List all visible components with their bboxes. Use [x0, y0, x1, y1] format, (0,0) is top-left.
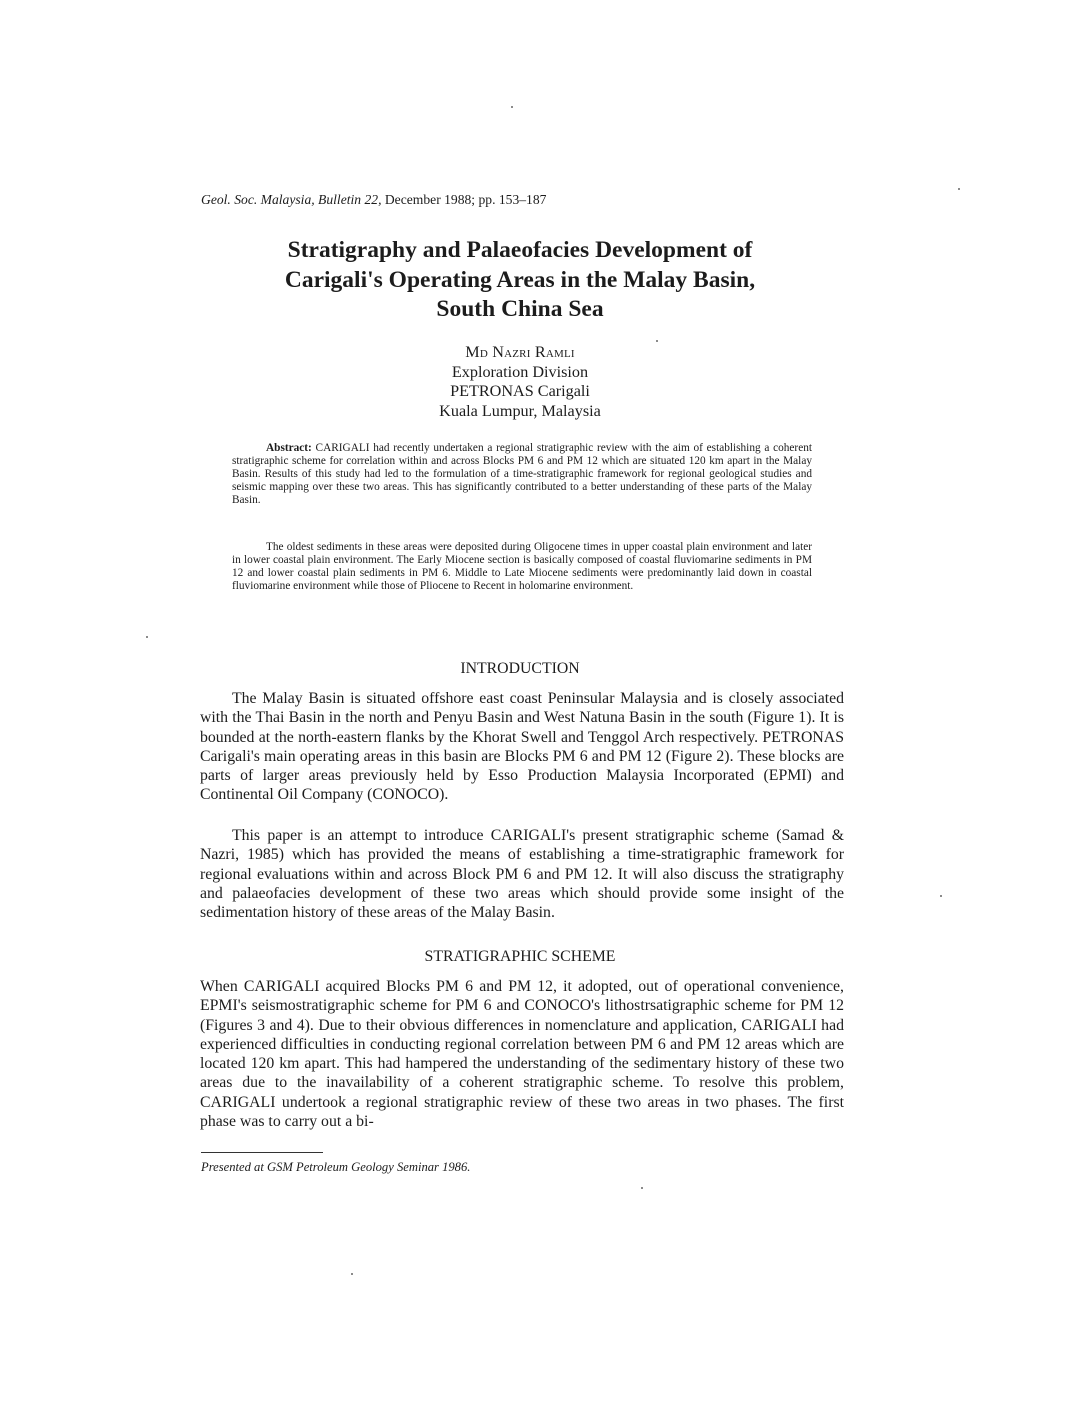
footnote: Presented at GSM Petroleum Geology Seminar 1986. [201, 1160, 471, 1174]
journal-name: Geol. Soc. Malaysia, Bulletin 22, [201, 192, 382, 207]
introduction-paragraph-1: The Malay Basin is situated offshore east coast Peninsular Malaysia and is closely associated with the Thai Basin in the north and Penyu Basin and West Natuna Basin in the south (Figure 1). It is bounded at the north-eastern flanks by the Khorat Swell and Tenggol Arch respectively. PETRONAS Carigali's main operating areas in this basin are Blocks PM 6 and PM 12 (Figure 2). These blocks are parts of larger areas previously held by Esso Production Malaysia Incorporated (EPMI) and Continental Oil Company (CONOCO). [200, 690, 844, 804]
title-line-1: Stratigraphy and Palaeofacies Development of [287, 237, 753, 263]
journal-citation [201, 192, 546, 208]
abstract-text-1: CARIGALI had recently undertaken a regional stratigraphic review with the aim of establishing a coherent stratigraphic scheme for correlation within and across Blocks PM 6 and PM 12 which are situated 120 km apart in the Malay Basin. Results of this study had led to the formulation of a time-stratigraphic framework for regional geological studies and seismic mapping over these two areas. This has significantly contributed to a better understanding of these parts of the Malay Basin. [232, 442, 812, 507]
abstract-paragraph-2 [232, 541, 812, 593]
scan-speck [958, 188, 960, 190]
paper-title [200, 236, 840, 325]
citation-details: December 1988; pp. 153–187 [381, 192, 547, 207]
scan-speck [511, 106, 513, 108]
scan-speck [641, 1187, 643, 1189]
author-organization: PETRONAS Carigali [450, 382, 590, 400]
title-line-2: Carigali's Operating Areas in the Malay Basin, [284, 266, 756, 293]
introduction-paragraph-2: This paper is an attempt to introduce CARIGALI's present stratigraphic scheme (Samad & Nazri, 1985) which has provided the means of establishing a time-stratigraphic framework for regional evaluations within and across Block PM 6 and PM 12. It will also discuss the stratigraphy and palaeofacies development of these two areas which should provide some insight of the sedimentation history of these areas of the Malay Basin. [200, 827, 844, 922]
stratigraphic-scheme-paragraph-1: When CARIGALI acquired Blocks PM 6 and PM 12, it adopted, out of operational convenience, EPMI's seismostratigraphic scheme for PM 6 and CONOCO's lithostrsatigraphic scheme for PM 12 (Figures 3 and 4). Due to their obvious differences in nomenclature and application, CARIGALI had experienced difficulties in conducting regional correlation between PM 6 and PM 12 areas which are located 120 km apart. This had hampered the understanding of the sedimentary history of these two areas due to the inavailability of a coherent stratigraphic scheme. To resolve this problem, CARIGALI undertook a regional stratigraphic review of these two areas in two phases. The first phase was to carry out a bi- [200, 978, 844, 1131]
scan-speck [940, 895, 942, 897]
abstract-label: Abstract: [266, 442, 312, 454]
scan-speck [656, 340, 658, 342]
author-block [320, 343, 720, 421]
title-line-3: South China Sea [436, 296, 604, 322]
author-location: Kuala Lumpur, Malaysia [439, 401, 601, 420]
footnote-divider [201, 1152, 323, 1153]
section-heading-stratigraphic-scheme: STRATIGRAPHIC SCHEME [424, 948, 616, 965]
author-division: Exploration Division [451, 362, 589, 381]
abstract-text-2: The oldest sediments in these areas were deposited during Oligocene times in upper coastal plain environment and later in lower coastal plain environment. The Early Miocene section is basically composed of coastal fluviomarine sediments in PM 12 and lower coastal plain sediments in PM 6. Middle to Late Miocene sediments were predominantly laid down in coastal fluviomarine environment while those of Pliocene to Recent in holomarine environment. [232, 541, 812, 593]
abstract-paragraph-1 [232, 442, 812, 507]
section-heading-introduction: INTRODUCTION [460, 660, 580, 677]
scan-speck [351, 1273, 353, 1275]
scan-speck [146, 636, 148, 638]
author-name: Md Nazri Ramli [465, 343, 575, 361]
